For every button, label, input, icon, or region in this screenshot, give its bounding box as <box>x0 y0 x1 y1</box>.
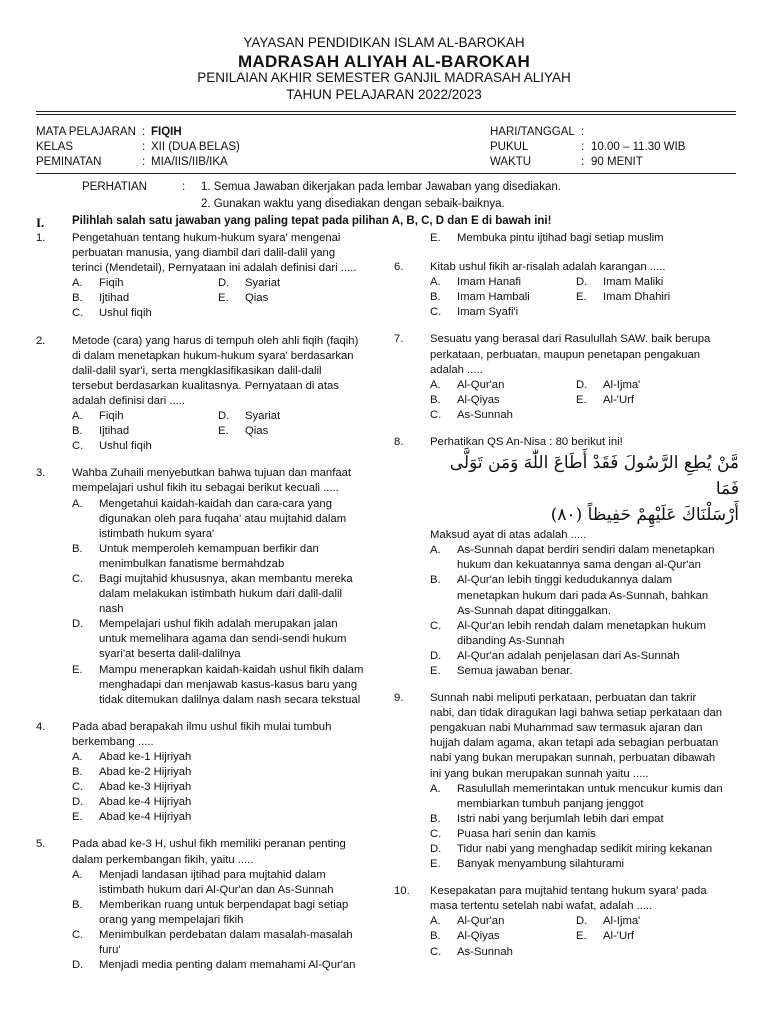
option-letter: C. <box>72 781 84 794</box>
answer-option <box>72 898 376 928</box>
option-text: Ushul fiqih <box>99 307 152 320</box>
option-line: Al-Qur'an lebih tinggi kedudukannya dalam <box>457 574 673 587</box>
questions-left-column <box>36 231 376 985</box>
answer-option <box>430 378 576 393</box>
option-letter: B. <box>430 574 441 587</box>
question-line: di dalam menetapkan hukum-hukum syara' berdasarkan <box>72 349 354 362</box>
option-text <box>457 664 739 679</box>
answer-option <box>218 276 376 291</box>
option-letter: C. <box>72 572 84 585</box>
time-value: 10.00 – 11.30 WIB <box>591 141 686 153</box>
option-text: Al-Qiyas <box>457 393 500 406</box>
option-letter: D. <box>218 277 230 290</box>
option-text: Imam Hanafi <box>457 276 522 289</box>
answer-option <box>576 914 739 929</box>
subject-value: FIQIH <box>151 126 182 138</box>
answer-option <box>430 290 576 305</box>
question-line: Kitab ushul fikih ar-risalah adalah karangan ..... <box>430 261 666 274</box>
answer-option <box>576 929 739 944</box>
question-1 <box>36 231 376 322</box>
question-text <box>72 466 376 496</box>
question-line: Wahba Zuhaili menyebutkan bahwa tujuan dan manfaat <box>72 467 352 480</box>
question-number: 6. <box>394 261 404 274</box>
option-text: As-Sunnah <box>457 408 513 421</box>
question-3 <box>36 466 376 708</box>
option-line: istimbath hukum dari Al-Qur'an dan As-Sunnah <box>99 883 334 896</box>
section-instruction: Pilihlah salah satu jawaban yang paling tepat pada pilihan A, B, C, D dan E di bawah ini! <box>72 215 552 227</box>
option-text <box>457 842 739 857</box>
option-letter: E. <box>218 425 229 438</box>
colon: : <box>142 156 146 168</box>
option-text <box>457 619 739 649</box>
answer-options <box>72 497 376 708</box>
answer-option <box>430 827 739 842</box>
answer-options <box>72 409 376 454</box>
option-letter: A. <box>430 782 441 795</box>
answer-option <box>430 812 739 827</box>
option-letter: C. <box>430 945 442 958</box>
question-text <box>430 435 739 450</box>
answer-option <box>72 765 376 780</box>
option-text: Al-Qur'an <box>457 915 505 928</box>
answer-option <box>72 750 376 765</box>
question-text <box>430 332 739 377</box>
question-number: 1. <box>36 232 46 244</box>
foundation-name: YAYASAN PENDIDIKAN ISLAM AL-BAROKAH <box>243 35 525 50</box>
question-line: tersebut berdasarkan kualitasnya. Pernyataan di atas <box>72 379 339 392</box>
option-line: Menimbulkan perdebatan dalam masalah-masalah <box>99 929 353 942</box>
option-line: untuk memelihara agama dan sendi-sendi hukum <box>99 633 347 646</box>
option-line: Puasa hari senin dan kamis <box>457 827 596 840</box>
answer-options <box>72 750 376 825</box>
answer-option <box>72 409 218 424</box>
option-letter: D. <box>218 410 230 423</box>
option-letter: D. <box>430 843 442 855</box>
question-line: ini yang bukan merupakan sunnah yaitu ..... <box>430 767 649 780</box>
option-letter: B. <box>430 393 441 406</box>
question-6 <box>394 260 739 320</box>
colon: : <box>581 156 585 168</box>
question-7 <box>394 332 739 423</box>
option-line: dalam melakukan istimbath hukum dari dalil-dalil <box>99 588 342 601</box>
answer-option <box>430 649 739 664</box>
question-text <box>430 528 739 543</box>
question-number: 4. <box>36 720 46 733</box>
option-text: Syariat <box>245 410 281 423</box>
answer-option <box>218 424 376 439</box>
option-letter: D. <box>72 618 84 631</box>
option-line: Al-Qur'an lebih rendah dalam menetapkan hukum <box>457 619 706 632</box>
answer-options <box>72 868 376 974</box>
answer-option <box>430 408 576 423</box>
question-line: masa tertentu setelah nabi wafat, adalah ..... <box>430 900 653 913</box>
option-letter: C. <box>430 408 442 421</box>
option-line: Abad ke-4 Hijriyah <box>99 796 192 809</box>
option-letter: A. <box>72 868 83 881</box>
option-line: Menjadi media penting dalam memahami Al-Qur'an <box>99 959 356 972</box>
answer-options <box>430 914 739 959</box>
info-rule <box>36 173 736 174</box>
option-line: Membuka pintu ijtihad bagi setiap muslim <box>457 232 664 244</box>
colon: : <box>182 181 186 193</box>
option-text <box>457 857 739 872</box>
academic-year: TAHUN PELAJARAN 2022/2023 <box>286 87 482 102</box>
notice-item: 1. Semua Jawaban dikerjakan pada lembar Jawaban yang disediakan. <box>201 181 561 193</box>
question-number: 7. <box>394 333 404 346</box>
answer-option <box>430 945 576 960</box>
question-number: 9. <box>394 692 404 705</box>
option-text <box>99 765 376 780</box>
option-text: Qias <box>245 425 269 438</box>
option-letter: B. <box>430 930 441 943</box>
option-letter: E. <box>72 811 83 824</box>
option-text: As-Sunnah <box>457 945 513 958</box>
option-text <box>99 780 376 795</box>
answer-option <box>218 409 376 424</box>
option-text <box>99 810 376 825</box>
question-line: nabi, dan tidak diragukan lagi bahwa setiap perkataan dan <box>430 707 723 720</box>
option-text: Qias <box>245 292 269 305</box>
major-value: MIA/IIS/IIB/IKA <box>151 156 228 168</box>
option-line: Menjadi landasan ijtihad para mujtahid dalam <box>99 868 326 881</box>
question-2 <box>36 334 376 455</box>
option-letter: E. <box>430 858 441 871</box>
question-line: berkembang ..... <box>72 735 154 748</box>
answer-options <box>72 276 376 321</box>
option-letter: B. <box>72 898 83 911</box>
answer-option <box>576 378 739 393</box>
question-line: nabi yang bukan merupakan sunnah, perbuatan dibawah <box>430 752 716 765</box>
question-text <box>430 884 739 914</box>
option-letter: E. <box>218 292 229 305</box>
answer-option <box>218 291 376 306</box>
answer-option <box>72 617 376 662</box>
question-number: 10. <box>394 885 410 898</box>
option-text <box>99 750 376 765</box>
arabic-verse <box>430 450 739 528</box>
option-letter: E. <box>576 291 587 304</box>
question-line: Metode (cara) yang harus di tempuh oleh ahli fiqih (faqih) <box>72 334 359 347</box>
answer-option <box>72 810 376 825</box>
option-letter: A. <box>72 410 83 423</box>
option-line: dibanding As-Sunnah <box>457 634 565 647</box>
question-line: Sunnah nabi meliputi perkataan, perbuatan dan takrir <box>430 692 697 705</box>
answer-option <box>430 782 739 812</box>
option-line: syari'at beserta dalil-dalilnya <box>99 648 241 661</box>
answer-option <box>72 497 376 542</box>
option-text: Imam Dhahiri <box>603 291 671 304</box>
option-line: menghadapi dan menjawab kasus-kasus baru yang <box>99 678 358 691</box>
option-line: hukum dan kekuatannya sama dengan al-Qur'an <box>457 559 701 572</box>
question-line: terinci (Mendetail), Pernyataan ini adalah definisi dari ..... <box>72 262 357 275</box>
duration-label: WAKTU <box>490 156 532 168</box>
option-letter: A. <box>430 544 441 557</box>
question-text <box>72 334 376 409</box>
date-label: HARI/TANGGAL <box>490 126 575 138</box>
option-text <box>99 795 376 810</box>
option-text: Imam Maliki <box>603 276 664 289</box>
answer-option <box>430 393 576 408</box>
answer-option <box>430 857 739 872</box>
answer-option <box>72 542 376 572</box>
option-line: Mempelajari ushul fikih adalah merupakan jalan <box>99 618 338 631</box>
option-text <box>457 649 739 664</box>
question-number: 5. <box>36 838 46 851</box>
option-line: menimbulkan fanatisme bermahdzab <box>99 557 285 570</box>
question-line: Perhatikan QS An-Nisa : 80 berikut ini! <box>430 436 623 449</box>
answer-option <box>72 795 376 810</box>
option-letter: B. <box>430 812 441 825</box>
question-line: perkataan, perbuatan, maupun penetapan pengakuan <box>430 348 701 361</box>
subject-label: MATA PELAJARAN <box>36 126 136 138</box>
option-text <box>99 958 376 973</box>
question-text <box>72 837 376 867</box>
option-line: tidak ditemukan dalilnya dalam nash secara tekstual <box>99 693 361 706</box>
option-letter: D. <box>72 796 84 809</box>
option-line: digunakan oleh para fuqaha' atau mujtahid dalam <box>99 512 347 525</box>
question-line: hujjah dalam agama, akan tetapi ada sebagian perbuatan <box>430 737 719 750</box>
question-number: 8. <box>394 436 404 449</box>
option-text: Al-Qiyas <box>457 930 500 943</box>
option-letter: D. <box>576 915 588 928</box>
answer-options <box>430 275 739 320</box>
answer-option <box>430 275 576 290</box>
option-text <box>457 573 739 618</box>
question-number: 3. <box>36 467 46 480</box>
option-line: istimbath hukum syara' <box>99 527 215 540</box>
duration-value: 90 MENIT <box>591 156 643 168</box>
answer-option <box>72 958 376 973</box>
option-text: Al-Ijma' <box>603 378 641 391</box>
option-text <box>99 497 376 542</box>
notice-label: PERHATIAN <box>82 181 147 193</box>
questions-right-column <box>394 231 739 972</box>
option-text <box>99 663 376 708</box>
section-number: I. <box>36 215 45 230</box>
question-line: Pada abad berapakah ilmu ushul fikih mulai tumbuh <box>72 720 332 733</box>
header-rule-top <box>36 111 736 112</box>
option-text: Imam Hambali <box>457 291 530 304</box>
question-text <box>72 720 376 750</box>
option-line: furu' <box>99 944 121 957</box>
option-letter: D. <box>576 276 588 289</box>
answer-options <box>430 378 739 423</box>
answer-option <box>576 290 739 305</box>
question-text <box>72 231 376 276</box>
option-letter: B. <box>72 425 83 438</box>
option-line: nash <box>99 603 124 616</box>
option-text: Al-'Urf <box>603 930 635 943</box>
option-line: Mengetahui kaidah-kaidah dan cara-cara yang <box>99 497 332 510</box>
question-line: perbuatan manusia, yang diambil dari dalil-dalil yang <box>72 247 336 260</box>
option-letter: E. <box>576 930 587 943</box>
colon: : <box>142 141 146 153</box>
option-line: Banyak menyambung silahturami <box>457 858 625 871</box>
question-line: Maksud ayat di atas adalah ..... <box>430 529 587 542</box>
question-text <box>430 260 739 275</box>
answer-option <box>576 393 739 408</box>
option-text <box>457 812 739 827</box>
answer-option <box>430 543 739 573</box>
option-letter: C. <box>72 440 84 453</box>
answer-option <box>72 424 218 439</box>
arabic-line: مَّنْ يُطِعِ الرَّسُولَ فَقَدْ أَطَاعَ اللّٰهَ وَمَن تَوَلَّى فَمَا <box>449 453 739 500</box>
arabic-line: أَرْسَلْنَاكَ عَلَيْهِمْ حَفِيظاً (٨٠) <box>550 505 739 526</box>
option-line: Mampu menerapkan kaidah-kaidah ushul fikih dalam <box>99 663 364 676</box>
school-name: MADRASAH ALIYAH AL-BAROKAH <box>237 52 531 71</box>
option-line: Abad ke-2 Hijriyah <box>99 766 192 779</box>
option-letter: A. <box>430 378 441 391</box>
option-letter: A. <box>72 751 83 763</box>
option-letter: A. <box>430 915 441 928</box>
answer-option <box>430 929 576 944</box>
question-number: 2. <box>36 334 46 347</box>
option-text <box>99 617 376 662</box>
notice-item: 2. Gunakan waktu yang disediakan dengan sebaik-baiknya. <box>201 198 505 210</box>
option-line: As-Sunnah dapat berdiri sendiri dalam menetapkan <box>457 544 715 557</box>
option-letter: E. <box>72 663 83 676</box>
option-line: Tidur nabi yang menghadap sedikit miring kekanan <box>457 843 713 855</box>
answer-options <box>430 231 739 246</box>
option-line: membiarkan tumbuh panjang jenggot <box>457 797 644 810</box>
question-text <box>430 691 739 782</box>
major-label: PEMINATAN <box>36 156 102 168</box>
answer-option <box>430 305 576 320</box>
answer-option <box>72 291 218 306</box>
option-line: Abad ke-4 Hijriyah <box>99 811 192 824</box>
option-line: menetapkan hukum dari pada As-Sunnah, bahkan <box>457 589 709 602</box>
answer-option <box>72 663 376 708</box>
option-letter: C. <box>72 929 84 942</box>
option-line: As-Sunnah dapat ditinggalkan. <box>457 604 611 617</box>
option-letter: B. <box>72 542 83 555</box>
question-line: adalah ..... <box>430 363 483 376</box>
answer-options <box>430 782 739 873</box>
answer-option <box>72 572 376 617</box>
option-line: Bagi mujtahid khususnya, akan membantu mereka <box>99 572 353 585</box>
answer-option <box>430 914 576 929</box>
option-letter: C. <box>430 619 442 632</box>
question-line: pengakuan nabi Muhammad saw termasuk ajaran dan <box>430 722 703 735</box>
option-text <box>457 782 739 812</box>
option-text <box>99 542 376 572</box>
answer-option <box>72 306 218 321</box>
exam-title: PENILAIAN AKHIR SEMESTER GANJIL MADRASAH ALIYAH <box>197 70 571 85</box>
option-text <box>457 543 739 573</box>
option-text: Al-Ijma' <box>603 915 641 928</box>
option-text <box>457 231 739 246</box>
question-line: dalam perkembangan fikih, yaitu ..... <box>72 853 254 866</box>
option-line: Abad ke-1 Hijriyah <box>99 751 192 763</box>
option-letter: B. <box>430 291 441 304</box>
question-5 <box>36 837 376 973</box>
option-text: Ijtihad <box>99 425 130 438</box>
option-text: Fiqih <box>99 277 124 290</box>
option-line: Abad ke-3 Hijriyah <box>99 781 192 794</box>
colon: : <box>581 126 585 138</box>
option-letter: D. <box>576 378 588 391</box>
option-line: Untuk memperoleh kemampuan berfikir dan <box>99 542 319 555</box>
question-line: mempelajari ushul fikih itu sebagai berikut kecuali ..... <box>72 482 339 495</box>
option-text: Al-Qur'an <box>457 378 505 391</box>
class-value: XII (DUA BELAS) <box>151 141 240 153</box>
option-letter: B. <box>72 766 83 779</box>
answer-options <box>430 543 739 679</box>
time-label: PUKUL <box>490 141 529 153</box>
answer-option <box>72 868 376 898</box>
question-9 <box>394 691 739 872</box>
option-letter: C. <box>72 307 84 320</box>
option-text <box>99 898 376 928</box>
question-line: Pada abad ke-3 H, ushul fikh memiliki peranan penting <box>72 838 346 851</box>
answer-option <box>430 573 739 618</box>
question-line: Pengetahuan tentang hukum-hukum syara' mengenai <box>72 232 341 244</box>
answer-option <box>430 231 739 246</box>
answer-option <box>576 275 739 290</box>
option-line: Istri nabi yang berjumlah lebih dari empat <box>457 812 664 825</box>
option-text <box>99 868 376 898</box>
option-letter: C. <box>430 827 442 840</box>
answer-option <box>430 842 739 857</box>
answer-option <box>72 928 376 958</box>
option-text: Al-'Urf <box>603 393 635 406</box>
option-text <box>457 827 739 842</box>
answer-option <box>72 276 218 291</box>
option-line: Al-Qur'an adalah penjelasan dari As-Sunnah <box>457 649 680 662</box>
option-letter: E. <box>430 232 441 244</box>
option-line: orang yang mempelajari fikih <box>99 913 244 926</box>
question-4 <box>36 720 376 826</box>
answer-option <box>430 619 739 649</box>
option-text: Syariat <box>245 277 281 290</box>
option-letter: E. <box>576 393 587 406</box>
option-letter: A. <box>72 277 83 290</box>
option-text <box>99 572 376 617</box>
question-line: Kesepakatan para mujtahid tentang hukum syara' pada <box>430 885 707 898</box>
option-text: Ushul fiqih <box>99 440 152 453</box>
option-text: Imam Syafi'i <box>457 306 519 319</box>
answer-option <box>72 439 218 454</box>
colon: : <box>581 141 585 153</box>
option-letter: D. <box>72 959 84 972</box>
question-line: Sesuatu yang berasal dari Rasulullah SAW. baik berupa <box>430 333 711 346</box>
option-text: Fiqih <box>99 410 124 423</box>
question-5-continued <box>394 231 739 246</box>
question-10 <box>394 884 739 959</box>
answer-option <box>72 780 376 795</box>
question-line: dalil-dalil syar'i, serta mengklasifikasikan dalil-dalil <box>72 364 322 377</box>
option-letter: E. <box>430 664 441 677</box>
option-line: Semua jawaban benar. <box>457 664 573 677</box>
question-line: adalah definisi dari ..... <box>72 394 186 407</box>
option-letter: A. <box>430 276 441 289</box>
option-letter: C. <box>430 306 442 319</box>
option-text: Ijtihad <box>99 292 130 305</box>
answer-option <box>430 664 739 679</box>
option-text <box>99 928 376 958</box>
option-line: Rasulullah memerintakan untuk mencukur kumis dan <box>457 782 723 795</box>
header-rule-bottom <box>36 114 736 115</box>
class-label: KELAS <box>36 141 74 153</box>
option-letter: B. <box>72 292 83 305</box>
question-8 <box>394 435 739 679</box>
option-letter: A. <box>72 497 83 510</box>
option-line: Memberikan ruang untuk berpendapat bagi setiap <box>99 898 349 911</box>
option-letter: D. <box>430 649 442 662</box>
colon: : <box>142 126 146 138</box>
